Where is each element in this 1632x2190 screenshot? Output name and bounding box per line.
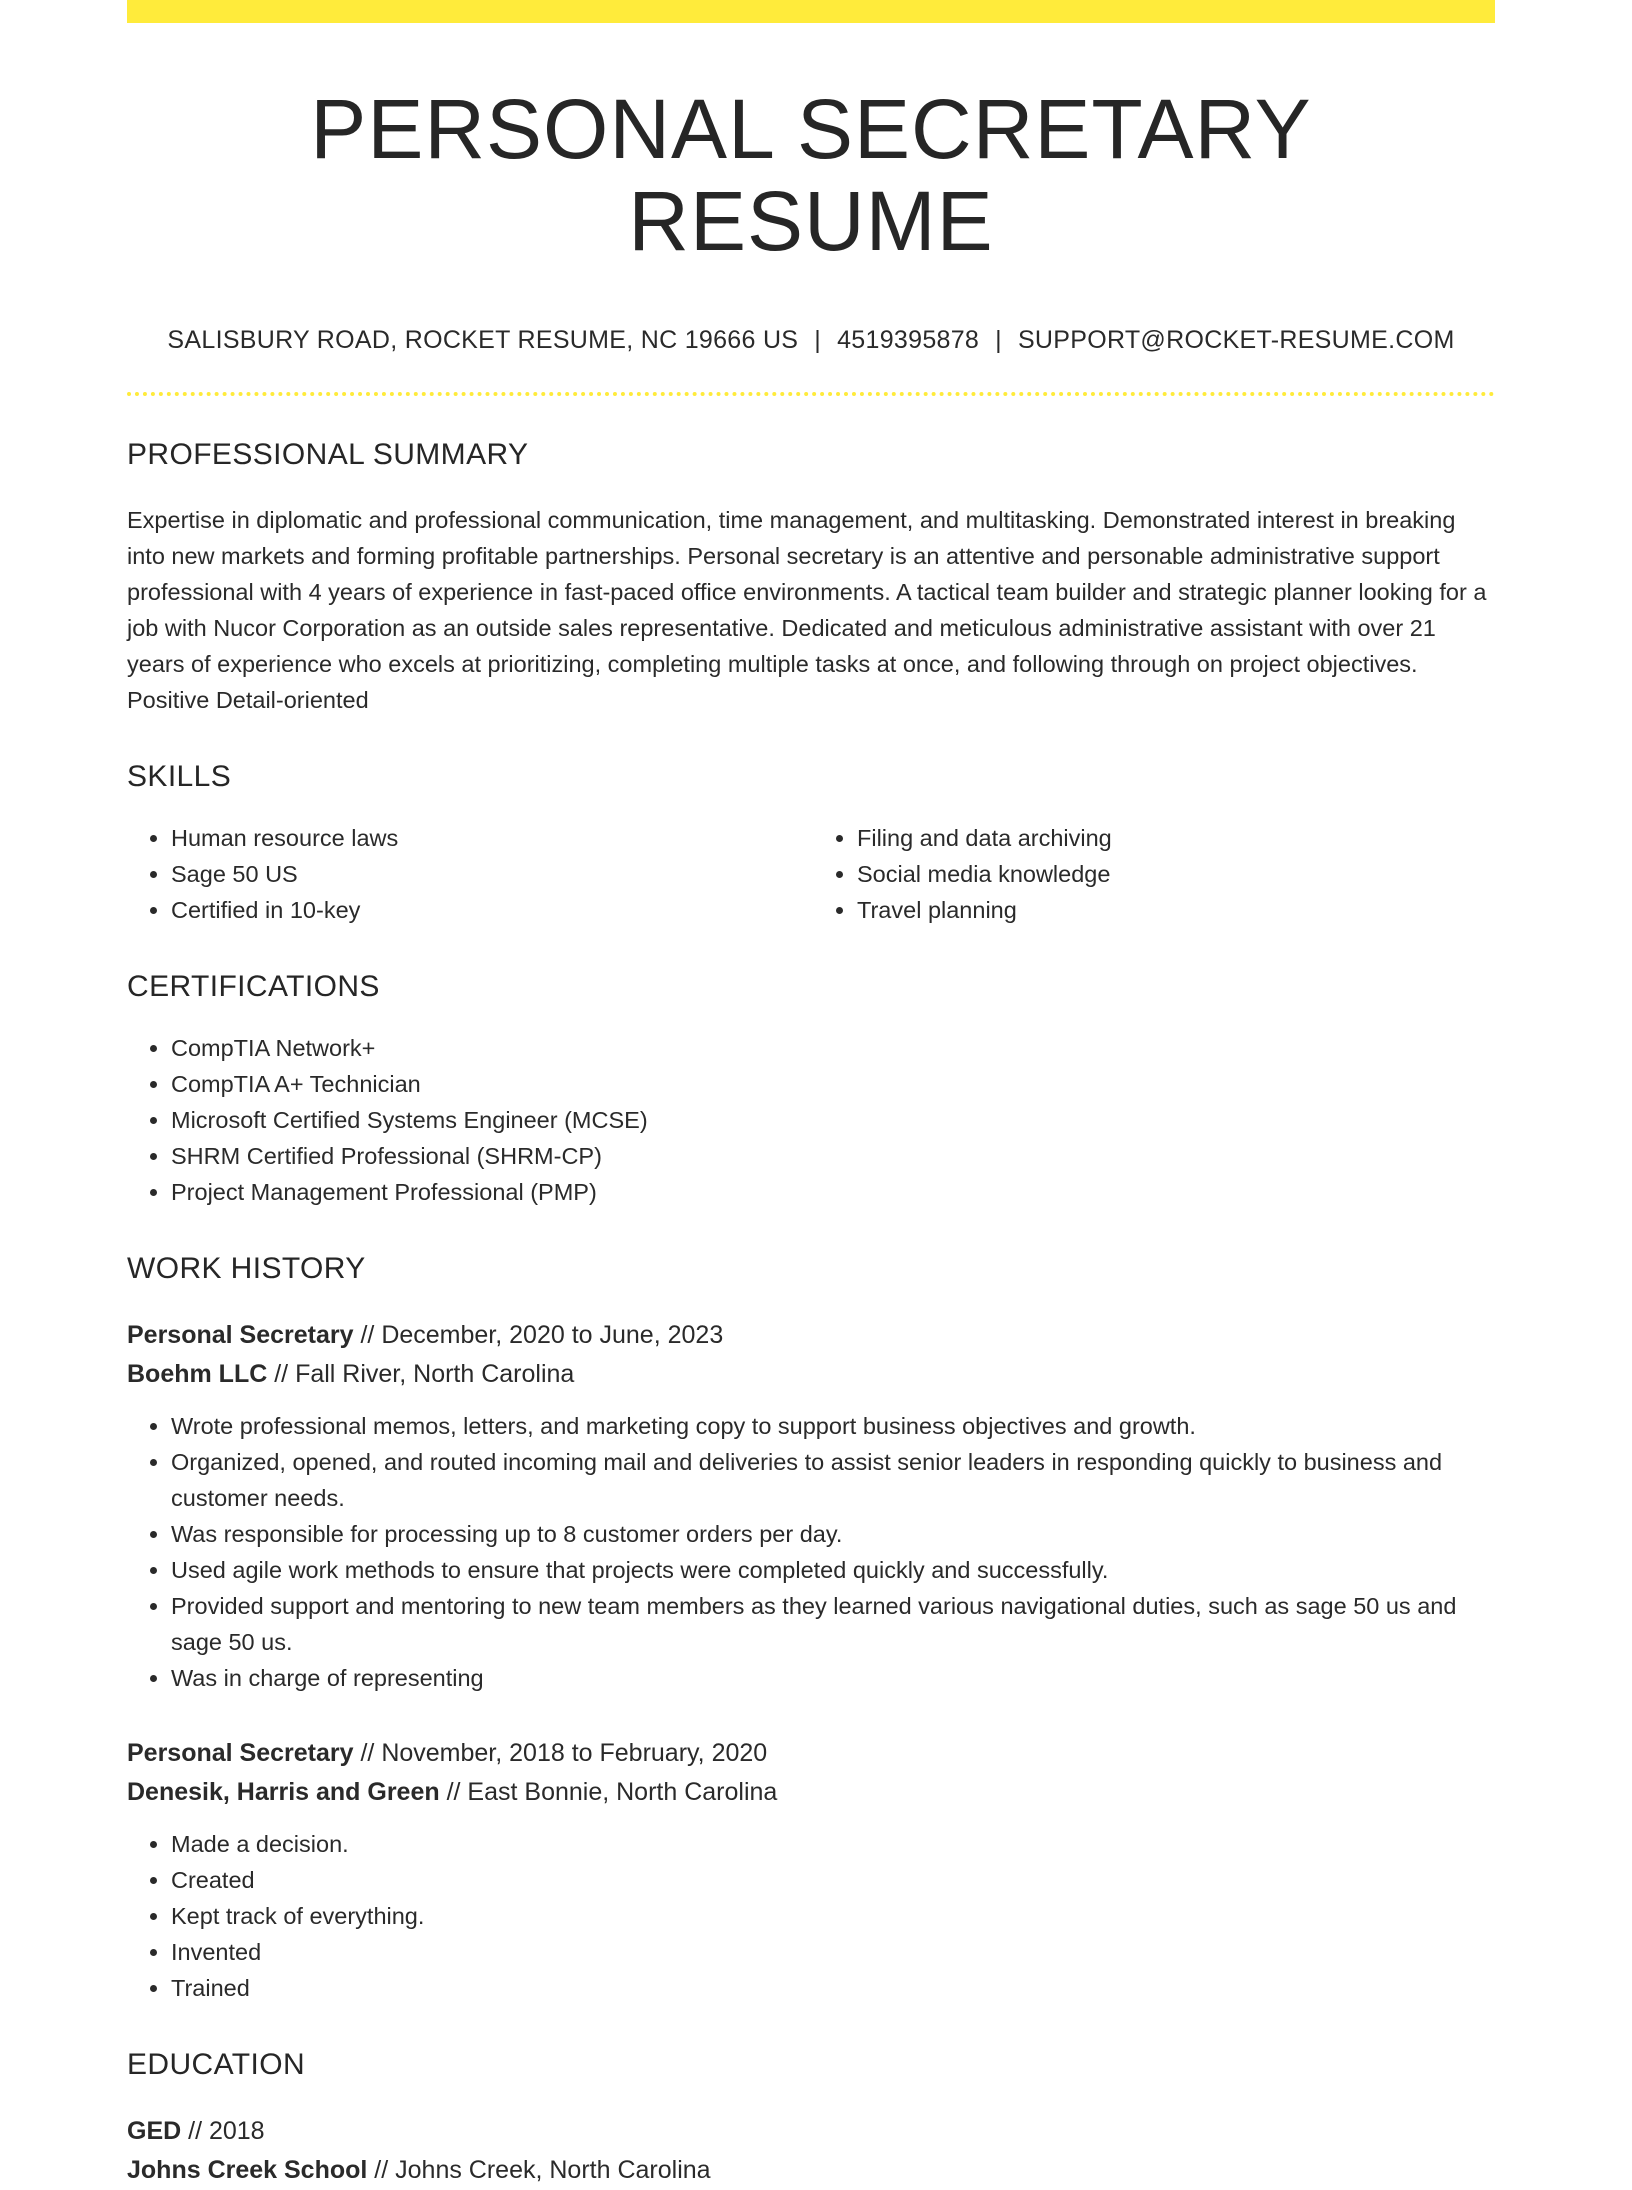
skill-item: • Sage 50 US	[171, 856, 811, 892]
job-duty: • Organized, opened, and routed incoming mail and deliveries to assist senior leaders in responding quickly to business and customer needs.	[171, 1444, 1495, 1516]
contact-separator: |	[814, 325, 822, 354]
certifications-list	[127, 1030, 1495, 1210]
skill-item: • Travel planning	[857, 892, 1495, 928]
contact-phone: 4519395878	[837, 325, 980, 354]
job-duty: • Trained	[171, 1970, 1495, 2006]
education-school: Johns Creek School	[127, 2155, 368, 2184]
job-dates: // November, 2018 to February, 2020	[353, 1738, 768, 1767]
certification-item: • Microsoft Certified Systems Engineer (MCSE)	[171, 1102, 1495, 1138]
education-degree: GED	[127, 2116, 182, 2145]
job-duty: • Created	[171, 1862, 1495, 1898]
dotted-divider	[127, 392, 1495, 396]
certification-item: • SHRM Certified Professional (SHRM-CP)	[171, 1138, 1495, 1174]
resume-title: PERSONAL SECRETARY RESUME	[310, 82, 1312, 269]
job-role-line	[127, 1734, 1495, 1773]
contact-address: SALISBURY ROAD, ROCKET RESUME, NC 19666 US	[167, 325, 799, 354]
job-company-line	[127, 1355, 1495, 1394]
job-duty: • Wrote professional memos, letters, and marketing copy to support business objectives and growth.	[171, 1408, 1495, 1444]
job-duty: • Invented	[171, 1934, 1495, 1970]
section-heading-work-history: WORK HISTORY	[127, 1251, 366, 1285]
top-accent-bar	[127, 0, 1495, 23]
job-dates: // December, 2020 to June, 2023	[353, 1320, 724, 1349]
skill-item: • Social media knowledge	[857, 856, 1495, 892]
skill-item: • Certified in 10-key	[171, 892, 811, 928]
resume-page	[127, 0, 1495, 2190]
certification-item: • Project Management Professional (PMP)	[171, 1174, 1495, 1210]
contact-email: SUPPORT@ROCKET-RESUME.COM	[1017, 325, 1455, 354]
section-heading-skills: SKILLS	[127, 759, 232, 793]
skill-item: • Human resource laws	[171, 820, 811, 856]
education-school-line	[127, 2151, 1495, 2190]
skills-column-right	[811, 820, 1495, 928]
job-duty: • Provided support and mentoring to new team members as they learned various navigational duties, such as sage 50 us and sage 50 us.	[171, 1588, 1495, 1660]
job-duty: • Was responsible for processing up to 8 customer orders per day.	[171, 1516, 1495, 1552]
certification-item: • CompTIA Network+	[171, 1030, 1495, 1066]
education-year: // 2018	[181, 2116, 265, 2145]
job-duties-list	[127, 1408, 1495, 1696]
contact-line	[127, 326, 1495, 355]
education-entry	[127, 2112, 1495, 2190]
section-heading-summary: PROFESSIONAL SUMMARY	[127, 437, 529, 471]
job-location: // East Bonnie, North Carolina	[439, 1777, 778, 1806]
job-company-line	[127, 1773, 1495, 1812]
job-duties-list	[127, 1826, 1495, 2006]
job-duty: • Made a decision.	[171, 1826, 1495, 1862]
job-entry	[127, 1316, 1495, 1696]
section-heading-education: EDUCATION	[127, 2047, 306, 2081]
job-company: Boehm LLC	[127, 1359, 268, 1388]
contact-separator: |	[995, 325, 1002, 354]
job-duty: • Kept track of everything.	[171, 1898, 1495, 1934]
job-duty: • Used agile work methods to ensure that projects were completed quickly and successfully.	[171, 1552, 1495, 1588]
skills-column-left	[127, 820, 811, 928]
skills-list	[127, 794, 1495, 928]
section-heading-certifications: CERTIFICATIONS	[127, 969, 380, 1003]
job-role: Personal Secretary	[127, 1738, 354, 1767]
skill-item: • Filing and data archiving	[857, 820, 1495, 856]
job-location: // Fall River, North Carolina	[267, 1359, 575, 1388]
job-company: Denesik, Harris and Green	[127, 1777, 440, 1806]
education-degree-line	[127, 2112, 1495, 2151]
certification-item: • CompTIA A+ Technician	[171, 1066, 1495, 1102]
job-role-line	[127, 1316, 1495, 1355]
job-role: Personal Secretary	[127, 1320, 354, 1349]
job-entry	[127, 1734, 1495, 2006]
education-location: // Johns Creek, North Carolina	[367, 2155, 711, 2184]
job-duty: • Was in charge of representing	[171, 1660, 1495, 1696]
summary-text: Expertise in diplomatic and professional communication, time management, and multitasking. Demonstrated interest in breaking into new markets and forming profitable partnerships. Personal secretary is an attentive and personable administrative support professional with 4 years of experience in fast-paced office environments. A tactical team builder and strategic planner looking for a job with Nucor Corporation as an outside sales representative. Dedicated and meticulous administrative assistant with over 21 years of experience who excels at prioritizing, completing multiple tasks at once, and following through on project objectives. Positive Detail-oriented	[127, 506, 1487, 713]
